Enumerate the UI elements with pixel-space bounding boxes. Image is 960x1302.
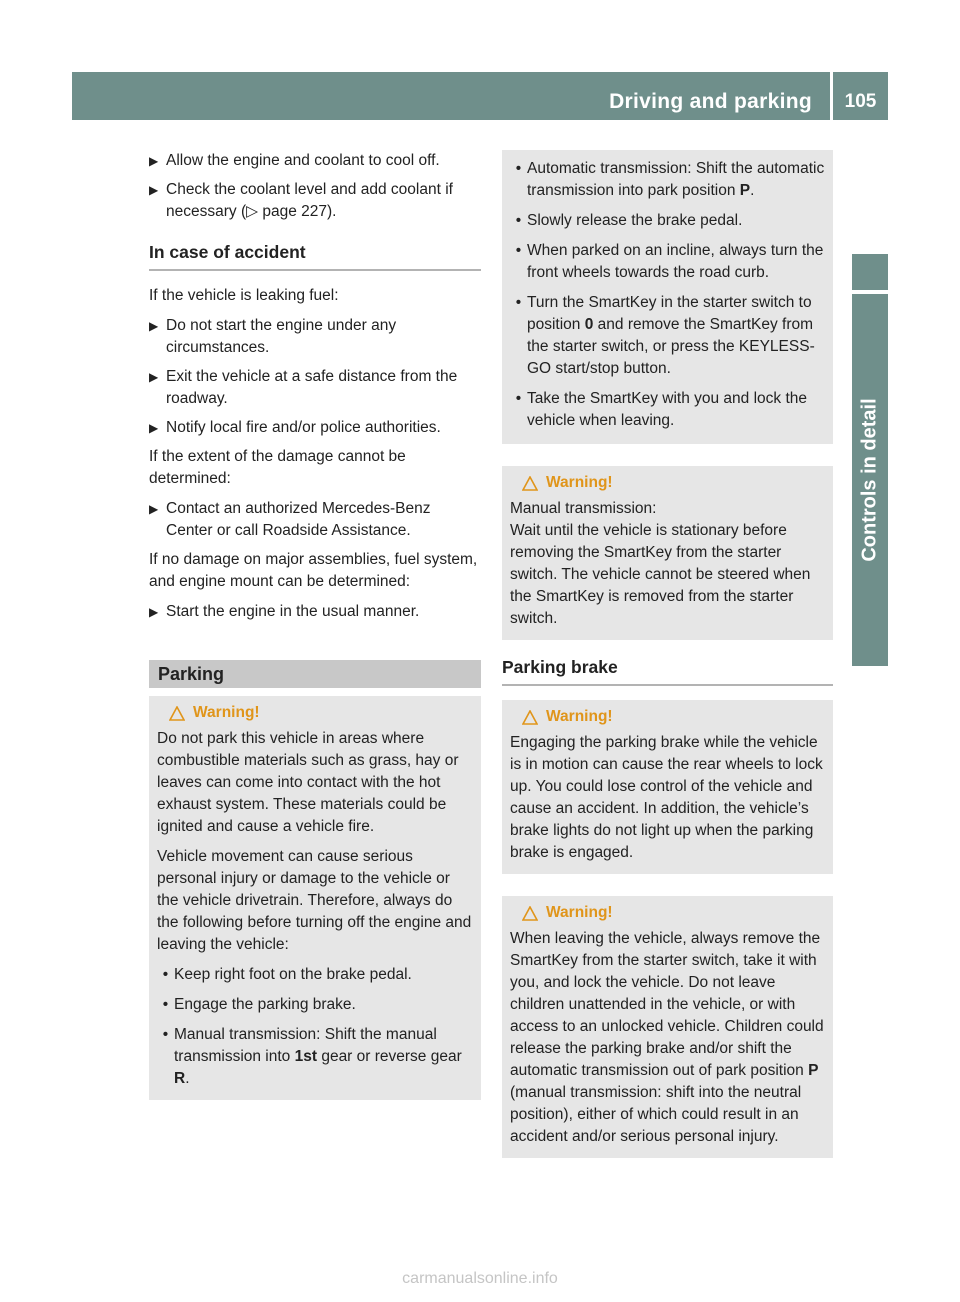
side-marker (852, 254, 888, 290)
side-tab-label: Controls in detail (858, 398, 881, 562)
bullet-icon: • (515, 160, 522, 177)
warning-text: Engaging the parking brake while the vehicle is in motion can cause the rear wheels to lock up. You could lose control of the vehicle and cause an accident. In addition, the vehicle’s brake lights do not light up when the parking brake is engaged. (510, 734, 823, 861)
bullet-item: • Keep right foot on the brake pedal. (157, 964, 473, 986)
step-arrow-icon: ▶ (149, 370, 159, 384)
section-title: Driving and parking (609, 90, 812, 113)
warning-text: Do not park this vehicle in areas where combustible materials such as grass, hay or leaves can come into contact with the hot exhaust system. These materials could be ignited and cause a vehicle fire. (157, 730, 459, 835)
leaking-intro: If the vehicle is leaking fuel: (149, 287, 339, 304)
bullet-icon: • (162, 966, 169, 983)
warning-text: Wait until the vehicle is stationary before removing the SmartKey from the starter switch. The vehicle cannot be steered when the SmartKey is removed from the starter switch. (510, 522, 811, 627)
side-tab (852, 294, 888, 666)
leaving-vehicle-warning-box (502, 896, 833, 1158)
warning-title: Warning! (510, 902, 825, 924)
bullet-item: • Slowly release the brake pedal. (510, 210, 825, 232)
bullet-item: • Automatic transmission: Shift the automatic transmission into park position P. (510, 158, 825, 202)
transmission-warning-box (502, 466, 833, 640)
step-arrow-icon: ▶ (149, 183, 159, 197)
step-arrow-icon: ▶ (149, 502, 159, 516)
step-arrow-icon: ▶ (149, 154, 159, 168)
bullet-icon: • (162, 1026, 169, 1043)
warning-title: Warning! (157, 702, 473, 724)
bullet-item: • When parked on an incline, always turn the front wheels towards the road curb. (510, 240, 825, 284)
bullet-item: • Manual transmission: Shift the manual transmission into 1st gear or reverse gear R. (157, 1024, 473, 1090)
step-item: ▶ Allow the engine and coolant to cool off. (149, 150, 481, 172)
warning-triangle-icon (522, 476, 538, 491)
step-item: ▶ Contact an authorized Mercedes-Benz Center or call Roadside Assistance. (149, 498, 481, 542)
step-item: ▶ Exit the vehicle at a safe distance from the roadway. (149, 366, 481, 410)
warning-line: Manual transmission: (510, 500, 657, 517)
step-arrow-icon: ▶ (149, 605, 159, 619)
no-damage-intro: If no damage on major assemblies, fuel system, and engine mount can be determined: (149, 551, 478, 590)
step-item: ▶ Do not start the engine under any circumstances. (149, 315, 481, 359)
bullet-icon: • (515, 294, 522, 311)
bullet-item: • Take the SmartKey with you and lock the vehicle when leaving. (510, 388, 825, 432)
warning-title: Warning! (510, 472, 825, 494)
right-column (502, 150, 833, 1158)
page-number: 105 (833, 72, 888, 120)
parking-brake-warning-box (502, 700, 833, 874)
warning-text: When leaving the vehicle, always remove the SmartKey from the starter switch, take it with you, and lock the vehicle. Do not leave children unattended in the vehicle, or with access to an unlocked vehicle. Children could release the parking brake and/or shift the automatic transmission out of park position P (manual transmission: shift into the neutral position), either of which could result in an accident and/or serious personal injury. (510, 930, 824, 1145)
parking-heading: Parking (149, 660, 481, 688)
bullet-item: • Turn the SmartKey in the starter switch to position 0 and remove the SmartKey from the starter switch, or press the KEYLESS-GO start/stop button. (510, 292, 825, 380)
movement-text: Vehicle movement can cause serious personal injury or damage to the vehicle or the vehicle drivetrain. Therefore, always do the following before turning off the engine and leaving the vehicle: (157, 848, 472, 953)
warning-triangle-icon (522, 906, 538, 921)
step-item: ▶ Start the engine in the usual manner. (149, 601, 481, 623)
step-item: ▶ Notify local fire and/or police authorities. (149, 417, 481, 439)
watermark: carmanualsonline.info (402, 1270, 558, 1287)
bullet-icon: • (162, 996, 169, 1013)
warning-triangle-icon (522, 710, 538, 725)
bullet-icon: • (515, 242, 522, 259)
accident-heading: In case of accident (149, 241, 481, 271)
warning-title: Warning! (510, 706, 825, 728)
left-column (149, 150, 481, 1100)
bullet-item: • Engage the parking brake. (157, 994, 473, 1016)
parking-steps-box (502, 150, 833, 444)
extent-intro: If the extent of the damage cannot be determined: (149, 448, 406, 487)
step-item: ▶ Check the coolant level and add coolant if necessary (▷ page 227). (149, 179, 481, 223)
parking-warning-box (149, 696, 481, 1100)
parking-brake-heading: Parking brake (502, 656, 833, 686)
step-arrow-icon: ▶ (149, 421, 159, 435)
step-arrow-icon: ▶ (149, 319, 159, 333)
warning-triangle-icon (169, 706, 185, 721)
bullet-icon: • (515, 390, 522, 407)
bullet-icon: • (515, 212, 522, 229)
